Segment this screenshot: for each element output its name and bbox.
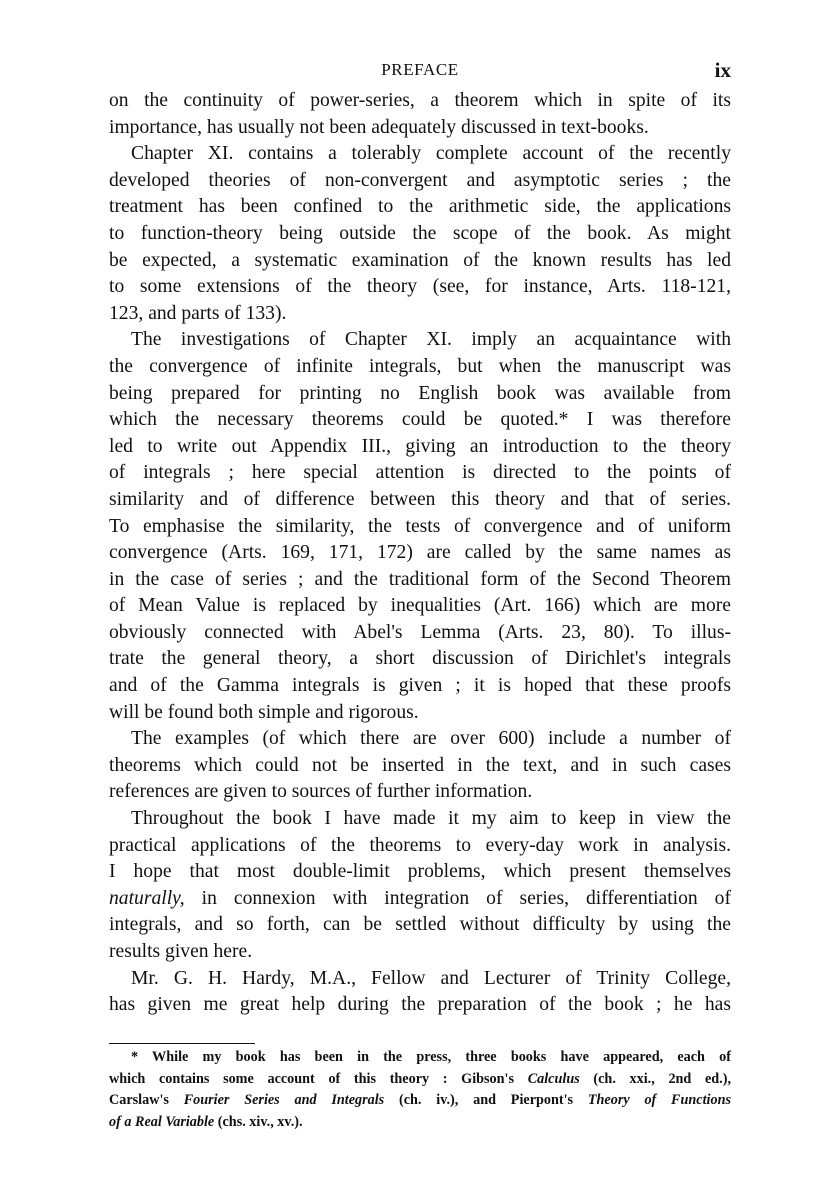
text-line: I hope that most double-limit problems, which present themselves (109, 861, 731, 883)
text-line: which the necessary theorems could be quoted.* I was therefore (109, 409, 731, 431)
text-line-rest: in connexion with integration of series, differentiation of (201, 887, 731, 909)
text-line: on the continuity of power-series, a theorem which in spite of its (109, 90, 731, 111)
footnote (109, 1047, 731, 1133)
footnote-line (109, 1090, 731, 1112)
text-line: obviously connected with Abel's Lemma (Arts. 23, 80). To illus- (109, 621, 731, 643)
text-line: treatment has been confined to the arithmetic side, the applications (109, 196, 731, 218)
text-line: Chapter XI. contains a tolerably complete account of the recently (131, 143, 731, 165)
header-title: PREFACE (381, 60, 459, 79)
text-line: has given me great help during the preparation of the book ; he has (109, 994, 731, 1016)
text-line: similarity and of difference between this theory and that of series. (109, 488, 731, 510)
footnote-line (109, 1069, 731, 1091)
emphasis-naturally: naturally, (109, 887, 185, 909)
footnote-line (109, 1112, 731, 1134)
text-line: trate the general theory, a short discussion of Dirichlet's integrals (109, 648, 731, 670)
text-line: To emphasise the similarity, the tests of convergence and of uniform (109, 515, 731, 537)
text-line: 123, and parts of 133). (109, 302, 287, 324)
book-title: of a Real Variable (109, 1113, 215, 1130)
text-line (109, 886, 731, 913)
footnote-text: Carslaw's (109, 1092, 184, 1108)
text-line: of integrals ; here special attention is directed to the points of (109, 462, 731, 484)
page-number: ix (714, 58, 731, 82)
text-line: importance, has usually not been adequately discussed in text-books. (109, 116, 649, 138)
text-line: being prepared for printing no English book was available from (109, 382, 731, 404)
text-line: will be found both simple and rigorous. (109, 701, 419, 723)
text-line: Mr. G. H. Hardy, M.A., Fellow and Lecturer of Trinity College, (131, 967, 731, 989)
text-line: practical applications of the theorems to every-day work in analysis. (109, 834, 731, 856)
text-line: The examples (of which there are over 600) include a number of (131, 728, 731, 750)
footnote-text: (ch. xxi., 2nd ed.), (579, 1070, 732, 1087)
text-line: in the case of series ; and the traditional form of the Second Theorem (109, 568, 731, 590)
text-line: convergence (Arts. 169, 171, 172) are called by the same names as (109, 542, 731, 564)
text-line: The investigations of Chapter XI. imply an acquaintance with (131, 329, 731, 351)
footnote-divider (109, 1043, 255, 1044)
footnote-line: * While my book has been in the press, three books have appeared, each of (131, 1049, 731, 1065)
text-line: Throughout the book I have made it my aim to keep in view the (131, 808, 731, 830)
text-line: and of the Gamma integrals is given ; it is hoped that these proofs (109, 675, 731, 697)
page (109, 56, 731, 1019)
book-title: Calculus (527, 1070, 580, 1087)
text-line: results given here. (109, 941, 253, 962)
footnote-text: (ch. iv.), and Pierpont's (384, 1092, 588, 1108)
text-line: developed theories of non-convergent and asymptotic series ; the (109, 169, 731, 191)
text-line: led to write out Appendix III., giving an introduction to the theory (109, 435, 731, 457)
text-line: references are given to sources of further information. (109, 781, 533, 803)
text-line: be expected, a systematic examination of the known results has led (109, 249, 731, 271)
text-line: the convergence of infinite integrals, but when the manuscript was (109, 355, 731, 377)
footnote-text: (chs. xiv., xv.). (214, 1113, 303, 1130)
footnote-text: which contains some account of this theory : Gibson's (109, 1070, 528, 1087)
running-header (109, 56, 731, 88)
text-line: to function-theory being outside the scope of the book. As might (109, 222, 731, 244)
book-title: Fourier Series and Integrals (183, 1092, 385, 1108)
book-title: Theory of Functions (587, 1092, 731, 1108)
text-line: theorems which could not be inserted in the text, and in such cases (109, 754, 731, 776)
text-line: integrals, and so forth, can be settled without difficulty by using the (109, 914, 731, 936)
body-text (109, 88, 731, 1019)
text-line: of Mean Value is replaced by inequalities (Art. 166) which are more (109, 595, 731, 617)
text-line: to some extensions of the theory (see, for instance, Arts. 118-121, (109, 276, 731, 298)
